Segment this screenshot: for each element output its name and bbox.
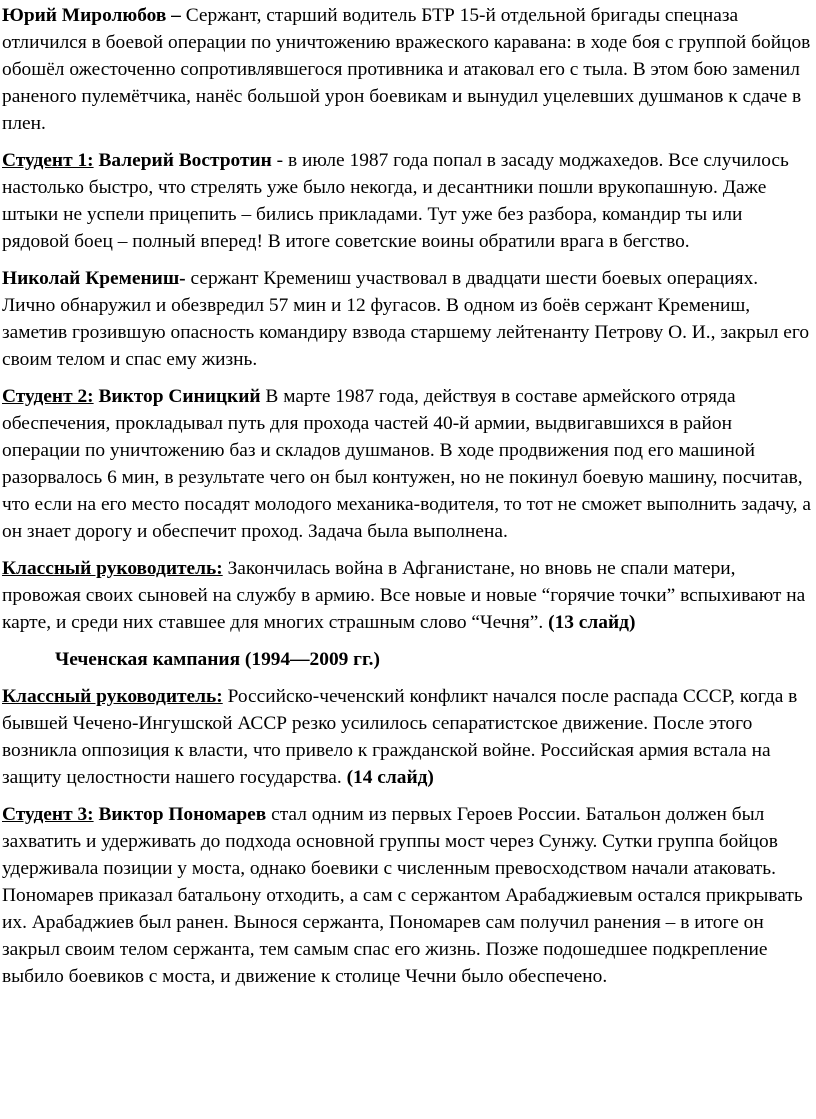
- hero-name: Виктор Пономарев: [98, 804, 267, 825]
- hero-name: Николай Кремениш-: [2, 268, 186, 289]
- paragraph-text: сержант Кремениш участвовал в двадцати шести боевых операциях. Лично обнаружил и обезвредил 57 мин и 12 фугасов. В одном из боёв сержант Кремениш, заметив грозившую опасность командиру взвода старшему лейтенанту Петрову О. И., закрыл его своим телом и спас ему жизнь.: [2, 268, 810, 370]
- speaker-label: Студент 3:: [2, 804, 94, 825]
- speaker-label: Студент 1:: [2, 150, 94, 171]
- paragraph-teacher-1: [2, 555, 812, 636]
- hero-name: Виктор Синицкий: [98, 386, 261, 407]
- paragraph-text: Закончилась война в Афганистане, но вновь не спали матери, провожая своих сыновей на службу в армию. Все новые и новые “горячие точки” вспыхивают на карте, и среди них ставшее для многих страшным слово “Чечня”.: [2, 558, 806, 633]
- paragraph-text: стал одним из первых Героев России. Батальон должен был захватить и удерживать до подхода основной группы мост через Сунжу. Сутки группа бойцов удерживала позиции у моста, однако боевики с численным превосходством начали атаковать. Пономарев приказал батальону отходить, а сам с сержантом Арабаджиевым остался прикрывать их. Арабаджиев был ранен. Вынося сержанта, Пономарев сам получил ранения – в итоге он закрыл своим телом сержанта, тем самым спас его жизнь. Позже подошедшее подкрепление выбило боевиков с моста, и движение к столице Чечни было обеспечено.: [2, 804, 803, 987]
- paragraph-teacher-2: [2, 683, 812, 791]
- slide-reference: (13 слайд): [548, 612, 636, 633]
- paragraph-student-3: [2, 801, 812, 990]
- paragraph-kremenish: [2, 265, 812, 373]
- paragraph-text: Российско-чеченский конфликт начался после распада СССР, когда в бывшей Чечено-Ингушской АССР резко усилилось сепаратистское движение. После этого возникла оппозиция к власти, что привело к гражданской войне. Российская армия встала на защиту целостности нашего государства.: [2, 686, 798, 788]
- slide-reference: (14 слайд): [346, 767, 434, 788]
- speaker-label: Классный руководитель:: [2, 558, 223, 579]
- paragraph-text: - в июле 1987 года попал в засаду моджахедов. Все случилось настолько быстро, что стрелять уже было некогда, и десантники пошли врукопашную. Даже штыки не успели прицепить – бились прикладами. Тут уже без разбора, командир ты или рядовой боец – полный вперед! В итоге советские воины обратили врага в бегство.: [2, 150, 789, 252]
- speaker-label: Студент 2:: [2, 386, 94, 407]
- hero-name: Валерий Востротин: [98, 150, 272, 171]
- paragraph-text: В марте 1987 года, действуя в составе армейского отряда обеспечения, прокладывал путь для прохода частей 40-й армии, выдвигавшихся в район операции по уничтожению баз и складов душманов. В ходе продвижения под его машиной разорвалось 6 мин, в результате чего он был контужен, но не покинул боевую машину, посчитав, что если на его место посадят молодого механика-водителя, то тот не сможет выполнить задачу, а он знает дорогу и обеспечит проход. Задача была выполнена.: [2, 386, 811, 542]
- paragraph-text: Сержант, старший водитель БТР 15-й отдельной бригады спецназа отличился в боевой операции по уничтожению вражеского каравана: в ходе боя с группой бойцов обошёл ожесточенно сопротивлявшегося противника и атаковал его с тыла. В этом бою заменил раненого пулемётчика, нанёс большой урон боевикам и вынудил уцелевших душманов к сдаче в плен.: [2, 5, 811, 134]
- section-heading: Чеченская кампания (1994—2009 гг.): [55, 649, 380, 670]
- paragraph-mirolyubov: [2, 2, 812, 137]
- hero-name: Юрий Миролюбов –: [2, 5, 181, 26]
- paragraph-student-1: [2, 147, 812, 255]
- speaker-label: Классный руководитель:: [2, 686, 223, 707]
- paragraph-student-2: [2, 383, 812, 545]
